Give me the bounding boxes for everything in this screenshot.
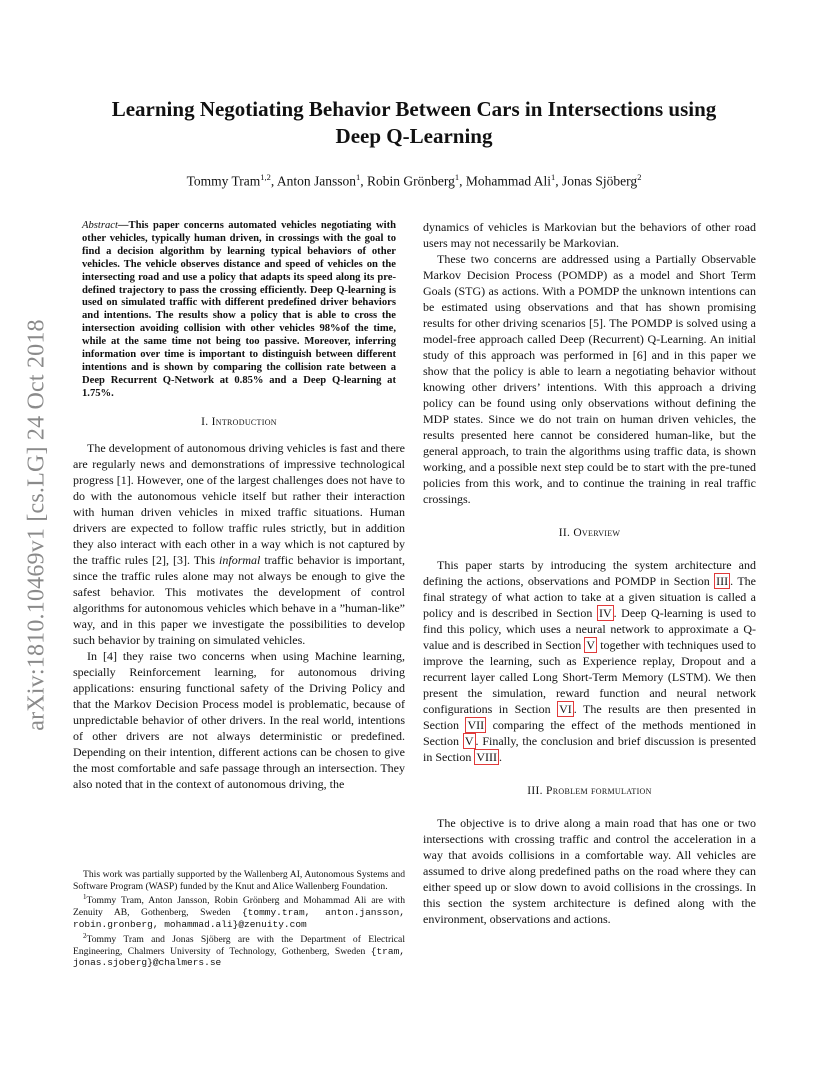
author-affiliation: 1 — [454, 172, 460, 182]
section-number: II. — [558, 527, 571, 539]
footnote-mark: 2 — [83, 931, 87, 940]
author-list — [80, 172, 748, 190]
footnote-text: Tommy Tram and Jonas Sjöberg are with the Department of Electrical Engineering, Chalmers University of Technology, Gothenberg, Sweden — [73, 933, 405, 957]
section-link-viii[interactable]: VIII — [476, 750, 497, 764]
intro-paragraph-2-continued: dynamics of vehicles is Markovian but the behaviors of other road users may not necessarily be Markovian. — [423, 220, 756, 250]
section-title: Introduction — [211, 415, 277, 428]
author-separator: , — [555, 173, 563, 189]
problem-formulation-paragraph: The objective is to drive along a main road that has one or two intersections with crossing traffic and control the acceleration in a way that avoids collisions in a comfortable way. All vehicles are assumed to drive along predefined paths on the road where they can either speed up or slow down to avoid collisions in the crossings. In this section the system architecture is defined along with the environment, observations and actions. — [423, 816, 756, 926]
footnote-text: Tommy Tram, Anton Jansson, Robin Grönberg and Mohammad Ali are with Zenuity AB, Gothenberg, Sweden — [73, 895, 405, 919]
funding-footnote: This work was partially supported by the Wallenberg AI, Autonomous Systems and Software Program (WASP) funded by the Knut and Alice Wallenberg Foundation. — [73, 869, 405, 892]
author-name: Mohammad Ali — [465, 173, 552, 189]
author-affiliation: 1,2 — [260, 172, 271, 182]
section-heading-introduction — [73, 414, 405, 430]
abstract — [73, 220, 405, 401]
affiliation-footnote-1 — [73, 892, 405, 930]
right-column — [423, 219, 756, 927]
email-addresses: {tram, jonas.sjoberg}@chalmers.se — [73, 945, 405, 969]
paragraph-text: together with techniques used to improve the learning, such as Experience replay, Dropout and a recurrent layer called Long Short-Term Memory (LSTM). We then present the simulation, reward function and neural network configurations in Section — [423, 638, 757, 716]
overview-paragraph — [423, 557, 756, 765]
section-link-v[interactable]: V — [586, 638, 596, 652]
footnote-mark: 1 — [83, 893, 87, 902]
author-separator: , — [360, 173, 368, 189]
paragraph-text: This paper starts by introducing the system architecture and defining the actions, observations and POMDP in Section — [423, 558, 756, 588]
paragraph-text: . The final strategy of what action to take at a given situation is called a policy and is described in Section — [423, 574, 757, 620]
paragraph-text: . — [498, 750, 502, 764]
author-affiliation: 1 — [551, 172, 556, 182]
author-name: Jonas Sjöberg — [562, 173, 638, 189]
section-number: III. — [527, 785, 543, 797]
section-link-iii[interactable]: III — [716, 574, 729, 588]
intro-paragraph-1 — [73, 440, 405, 648]
arxiv-identifier-stamp — [22, 290, 52, 760]
section-number: I. — [201, 415, 209, 428]
paper-title — [80, 96, 748, 150]
author-name: Tommy Tram — [186, 173, 261, 189]
arxiv-identifier-text: arXiv:1810.10469v1 [cs.LG] 24 Oct 2018 — [23, 319, 50, 731]
intro-paragraph-3: These two concerns are addressed using a Partially Observable Markov Decision Process (POMDP) as a model and Short Term Goals (STG) as actions. With a POMDP the unknown intentions can be estimated using observations and that has shown promising results for other driving scenarios [5]. The POMDP is solved using a model-free approach called Deep (Recurrent) Q-Learning. An initial study of this approach was performed in [6] and in this paper we show that the policy is able to learn a negotiating behavior without knowing other drivers’ intentions. With this approach a driving policy can be found using only observations without defining the MDP states. Since we do not train on human driven vehicles, the results presented here cannot be considered human-like, but the general approach, to train the algorithms using traffic data, is shown working, and a possible next step could be to start with the pre-tuned policies from this work, and to continue the training in real traffic crossings. — [423, 252, 756, 506]
section-link-vi[interactable]: VI — [559, 702, 572, 716]
paragraph-text: traffic behavior is important, since the traffic rules alone may not always be enough to give the safest behavior. This motivates the development of control algorithms for autonomous vehicles which behave in a ”human-like” way, and in this paper we investigate the possibilities to develop such behavior by training on simulated vehicles. — [73, 552, 406, 647]
section-heading-problem-formulation — [423, 783, 756, 799]
abstract-dash: — — [117, 220, 129, 231]
affiliation-footnote-2 — [73, 931, 405, 969]
author-separator: , — [270, 173, 277, 189]
paragraph-text: comparing the effect of the methods mentioned in Section — [423, 718, 757, 748]
paper-title-line-1: Learning Negotiating Behavior Between Cars in Intersections using — [111, 97, 717, 121]
paper-title-line-2: Deep Q-Learning — [335, 124, 493, 148]
section-link-v-2[interactable]: V — [464, 734, 474, 748]
author-name: Anton Jansson — [276, 173, 357, 189]
paragraph-text: The development of autonomous driving vehicles is fast and there are regularly news and demonstrations of impressive technological progress [1]. However, one of the largest challenges does not have to do with the autonomous vehicle itself but rather their interaction with human driven vehicles in mixed traffic situations. Human drivers are expected to follow traffic rules strictly, but in addition they also interact with each other in a way which is not captured by the traffic rules [2], [3]. This — [73, 440, 405, 567]
author-name: Robin Grönberg — [367, 173, 455, 189]
paragraph-text: . The results are then presented in Section — [423, 702, 757, 732]
paragraph-text: . Finally, the conclusion and brief discussion is presented in Section — [423, 734, 757, 764]
author-affiliation: 1 — [356, 172, 361, 182]
section-title: Overview — [573, 527, 621, 539]
paragraph-text: . Deep Q-learning is used to find this policy, which uses a neural network to approximate a Q-value and is described in Section — [423, 606, 757, 652]
left-column — [73, 220, 405, 792]
email-addresses: {tommy.tram, anton.jansson, robin.gronberg, mohammad.ali}@zenuity.com — [73, 907, 406, 930]
section-title: Problem formulation — [546, 785, 652, 797]
section-link-vii[interactable]: VII — [467, 718, 485, 732]
footnotes — [73, 869, 405, 969]
section-link-iv[interactable]: IV — [598, 606, 612, 620]
author-affiliation: 2 — [637, 172, 642, 182]
author-separator: , — [459, 173, 466, 189]
emphasis-text: informal — [219, 552, 261, 567]
intro-paragraph-2: In [4] they raise two concerns when using Machine learning, specially Reinforcement learning, for autonomous driving applications: ensuring functional safety of the Driving Policy and that the Markov Decision Process model is problematic, because of unpredictable behavior of other drivers. In the real world, intentions of other drivers are not always deterministic or predefined. Depending on their intention, different actions can be chosen to give the most comfortable and safe passage through an intersection. They also noted that in the context of autonomous driving, the — [73, 648, 405, 791]
section-heading-overview — [423, 525, 756, 541]
abstract-label: Abstract — [82, 220, 118, 231]
abstract-text: This paper concerns automated vehicles negotiating with other vehicles, typically human driven, in crossings with the goal to find a decision algorithm by learning typical behaviors of other vehicles. The vehicle observes distance and speed of vehicles on the intersecting road and use a policy that adapts its speed along its pre-defined trajectory to pass the crossing efficiently. Deep Q-learning is used on simulated traffic with different predefined driver behaviors and intentions. The results show a policy that is able to cross the intersection avoiding collision with other vehicles 98%of the time, while at the same time not being too passive. Moreover, inferring information over time is important to distinguish between different intentions and is shown by comparing the collision rate between a Deep Recurrent Q-Network at 0.85% and a Deep Q-learning at 1.75%. — [82, 220, 396, 399]
